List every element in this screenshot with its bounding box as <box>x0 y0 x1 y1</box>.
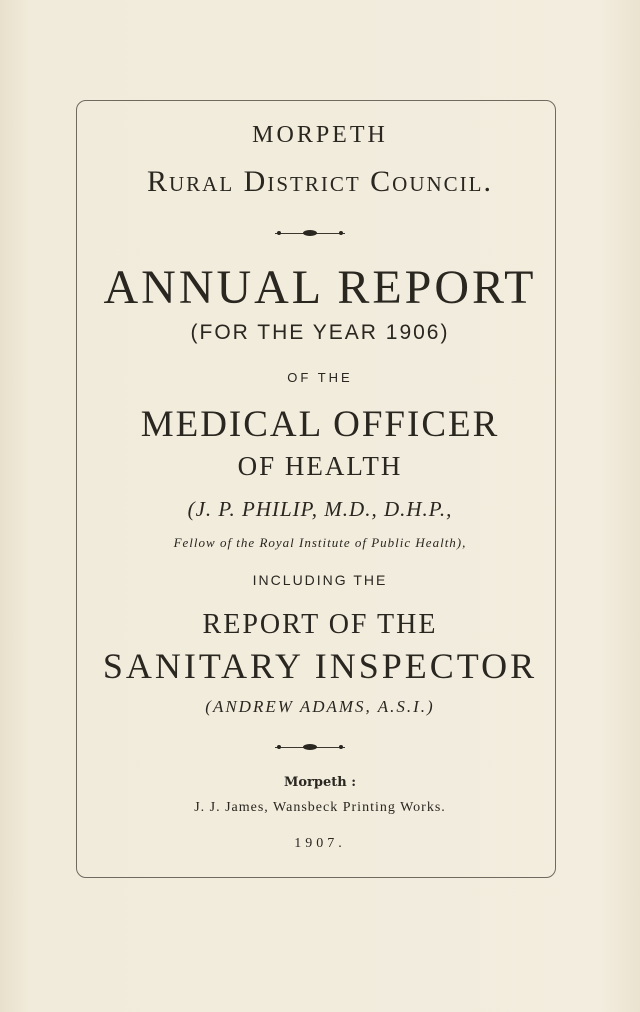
report-of-heading: REPORT OF THE <box>202 609 438 640</box>
including-label: INCLUDING THE <box>252 572 388 588</box>
title-page-border <box>76 100 556 878</box>
printer-imprint: J. J. James, Wansbeck Printing Works. <box>194 800 446 815</box>
ornament-divider-bottom <box>275 744 345 752</box>
officer-fellowship: Fellow of the Royal Institute of Public Health), <box>173 535 467 550</box>
ornament-center <box>303 230 317 236</box>
ornament-dot <box>339 745 343 749</box>
sanitary-inspector-heading: SANITARY INSPECTOR <box>102 646 538 686</box>
medical-officer-heading: MEDICAL OFFICER <box>140 404 500 445</box>
inspector-name: (ANDREW ADAMS, A.S.I.) <box>205 697 435 716</box>
report-title: ANNUAL REPORT <box>103 261 537 314</box>
place-heading: MORPETH <box>252 122 388 148</box>
publication-date: 1907. <box>294 836 346 851</box>
of-the-label: OF THE <box>287 370 353 385</box>
imprint-place: Morpeth : <box>283 775 357 790</box>
report-year: (FOR THE YEAR 1906) <box>190 321 450 344</box>
council-name: Rural District Council. <box>146 165 493 198</box>
ornament-dot <box>277 231 281 235</box>
ornament-dot <box>339 231 343 235</box>
of-health-heading: OF HEALTH <box>237 451 403 481</box>
ornament-center <box>303 744 317 750</box>
ornament-dot <box>277 745 281 749</box>
officer-name: (J. P. PHILIP, M.D., D.H.P., <box>187 497 453 521</box>
ornament-divider-top <box>275 230 345 238</box>
